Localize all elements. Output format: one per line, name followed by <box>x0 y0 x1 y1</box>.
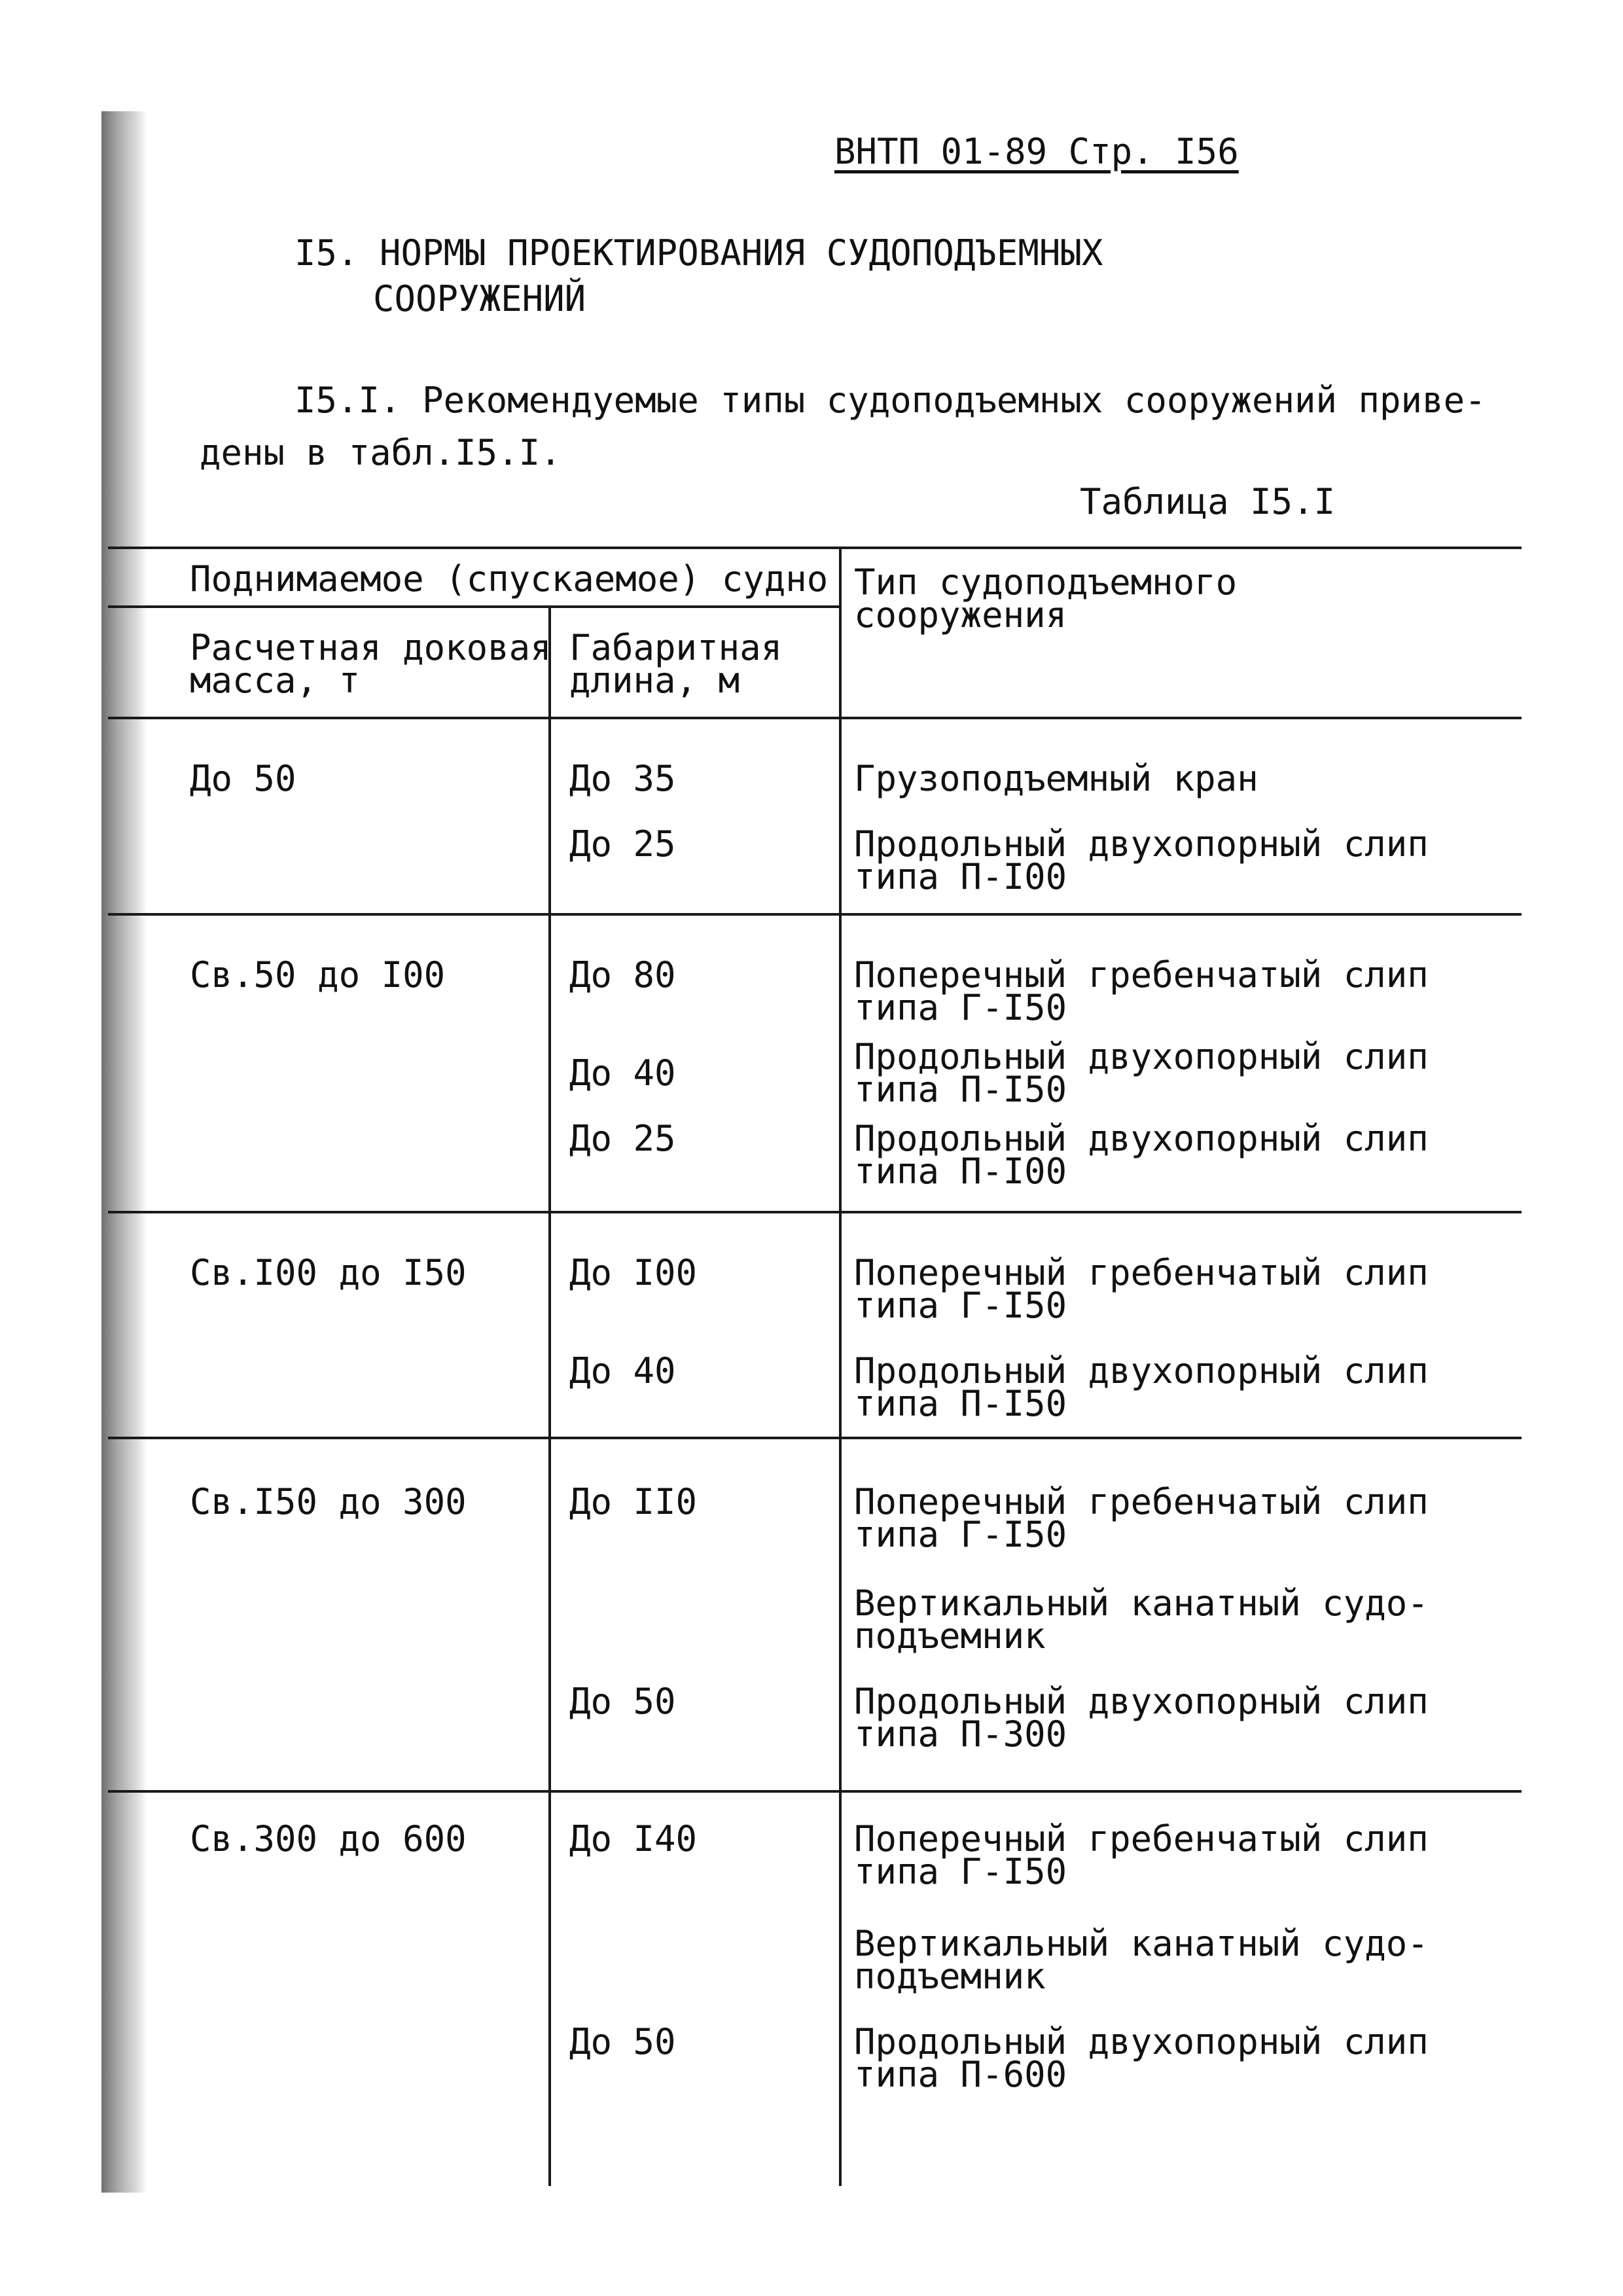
header-mass <box>190 627 552 701</box>
type-cell <box>854 758 1258 799</box>
type-line: Поперечный гребенчатый слип <box>854 1252 1429 1293</box>
type-line: Поперечный гребенчатый слип <box>854 1481 1429 1522</box>
type-line: Продольный двухопорный слип <box>854 1036 1429 1077</box>
type-line: типа Г-I50 <box>854 1514 1067 1555</box>
type-line: Вертикальный канатный судо- <box>854 1923 1429 1964</box>
length-cell: До 35 <box>569 758 676 799</box>
header-type <box>854 562 1238 636</box>
length-cell: До 25 <box>569 823 676 865</box>
mass-cell: Св.I50 до 300 <box>190 1481 467 1522</box>
header-length-line2: длина, м <box>569 660 740 701</box>
type-line: Продольный двухопорный слип <box>854 2021 1429 2062</box>
type-line: Продольный двухопорный слип <box>854 1350 1429 1391</box>
mass-cell: Св.I00 до I50 <box>190 1252 467 1293</box>
length-cell: До 80 <box>569 954 676 996</box>
type-line: типа П-I00 <box>854 856 1067 897</box>
type-line: Поперечный гребенчатый слип <box>854 1818 1429 1859</box>
column-rule <box>839 547 842 2186</box>
type-line: типа П-I50 <box>854 1069 1067 1110</box>
group-divider <box>108 913 1522 916</box>
length-cell: До II0 <box>569 1481 698 1522</box>
type-line: Грузоподъемный кран <box>854 758 1258 799</box>
paragraph-continued: дены в табл.I5.I. <box>200 432 562 473</box>
length-cell: До 50 <box>569 2021 676 2062</box>
paragraph: I5.I. Рекомендуемые типы судоподъемных сооружений приве- <box>294 380 1486 421</box>
length-cell: До I40 <box>569 1818 698 1859</box>
header-group-rule <box>108 605 841 608</box>
header-type-line1: Тип судоподъемного <box>854 562 1238 603</box>
header-mass-line2: масса, т <box>190 660 361 701</box>
page-header: ВНТП 01-89 Стр. I56 <box>834 131 1239 172</box>
type-cell <box>854 1252 1429 1326</box>
type-cell <box>854 1681 1429 1755</box>
length-cell: До I00 <box>569 1252 698 1293</box>
type-line: типа П-I00 <box>854 1151 1067 1192</box>
length-cell: До 50 <box>569 1681 676 1722</box>
group-divider <box>108 1437 1522 1439</box>
type-line: подъемник <box>854 1956 1046 1997</box>
column-rule <box>548 605 551 2186</box>
mass-cell: Св.300 до 600 <box>190 1818 467 1859</box>
type-cell <box>854 1481 1429 1555</box>
mass-cell: До 50 <box>190 758 296 799</box>
type-line: типа Г-I50 <box>854 987 1067 1028</box>
type-line: Продольный двухопорный слип <box>854 1681 1429 1722</box>
group-divider <box>108 1790 1522 1793</box>
type-cell <box>854 1818 1429 1892</box>
type-cell <box>854 1036 1429 1110</box>
type-line: типа Г-I50 <box>854 1285 1067 1326</box>
section-title: I5. НОРМЫ ПРОЕКТИРОВАНИЯ СУДОПОДЪЕМНЫХ <box>294 232 1103 274</box>
header-type-line2: сооружения <box>854 594 1067 636</box>
type-line: типа Г-I50 <box>854 1851 1067 1892</box>
type-cell <box>854 1583 1429 1657</box>
type-cell <box>854 1350 1429 1424</box>
type-line: типа П-I50 <box>854 1383 1067 1424</box>
type-line: Вертикальный канатный судо- <box>854 1583 1429 1624</box>
type-cell <box>854 954 1429 1028</box>
type-line: Поперечный гребенчатый слип <box>854 954 1429 996</box>
header-group-label: Поднимаемое (спускаемое) судно <box>190 558 829 600</box>
table-caption: Таблица I5.I <box>1080 481 1336 522</box>
table-top-rule <box>108 547 1522 549</box>
type-cell <box>854 1118 1429 1192</box>
header-bottom-rule <box>108 717 1522 719</box>
header-mass-line1: Расчетная доковая <box>190 627 552 668</box>
group-divider <box>108 1211 1522 1213</box>
header-length-line1: Габаритная <box>569 627 783 668</box>
length-cell: До 25 <box>569 1118 676 1159</box>
type-line: типа П-300 <box>854 1713 1067 1755</box>
length-cell: До 40 <box>569 1350 676 1391</box>
scan-binding-edge <box>101 111 147 2193</box>
type-line: подъемник <box>854 1615 1046 1657</box>
header-length <box>569 627 783 701</box>
type-cell <box>854 823 1429 897</box>
type-line: Продольный двухопорный слип <box>854 823 1429 865</box>
section-title-continued: СООРУЖЕНИЙ <box>373 278 586 319</box>
mass-cell: Св.50 до I00 <box>190 954 446 996</box>
type-cell <box>854 1923 1429 1997</box>
type-line: типа П-600 <box>854 2054 1067 2095</box>
length-cell: До 40 <box>569 1052 676 1094</box>
type-cell <box>854 2021 1429 2095</box>
type-line: Продольный двухопорный слип <box>854 1118 1429 1159</box>
